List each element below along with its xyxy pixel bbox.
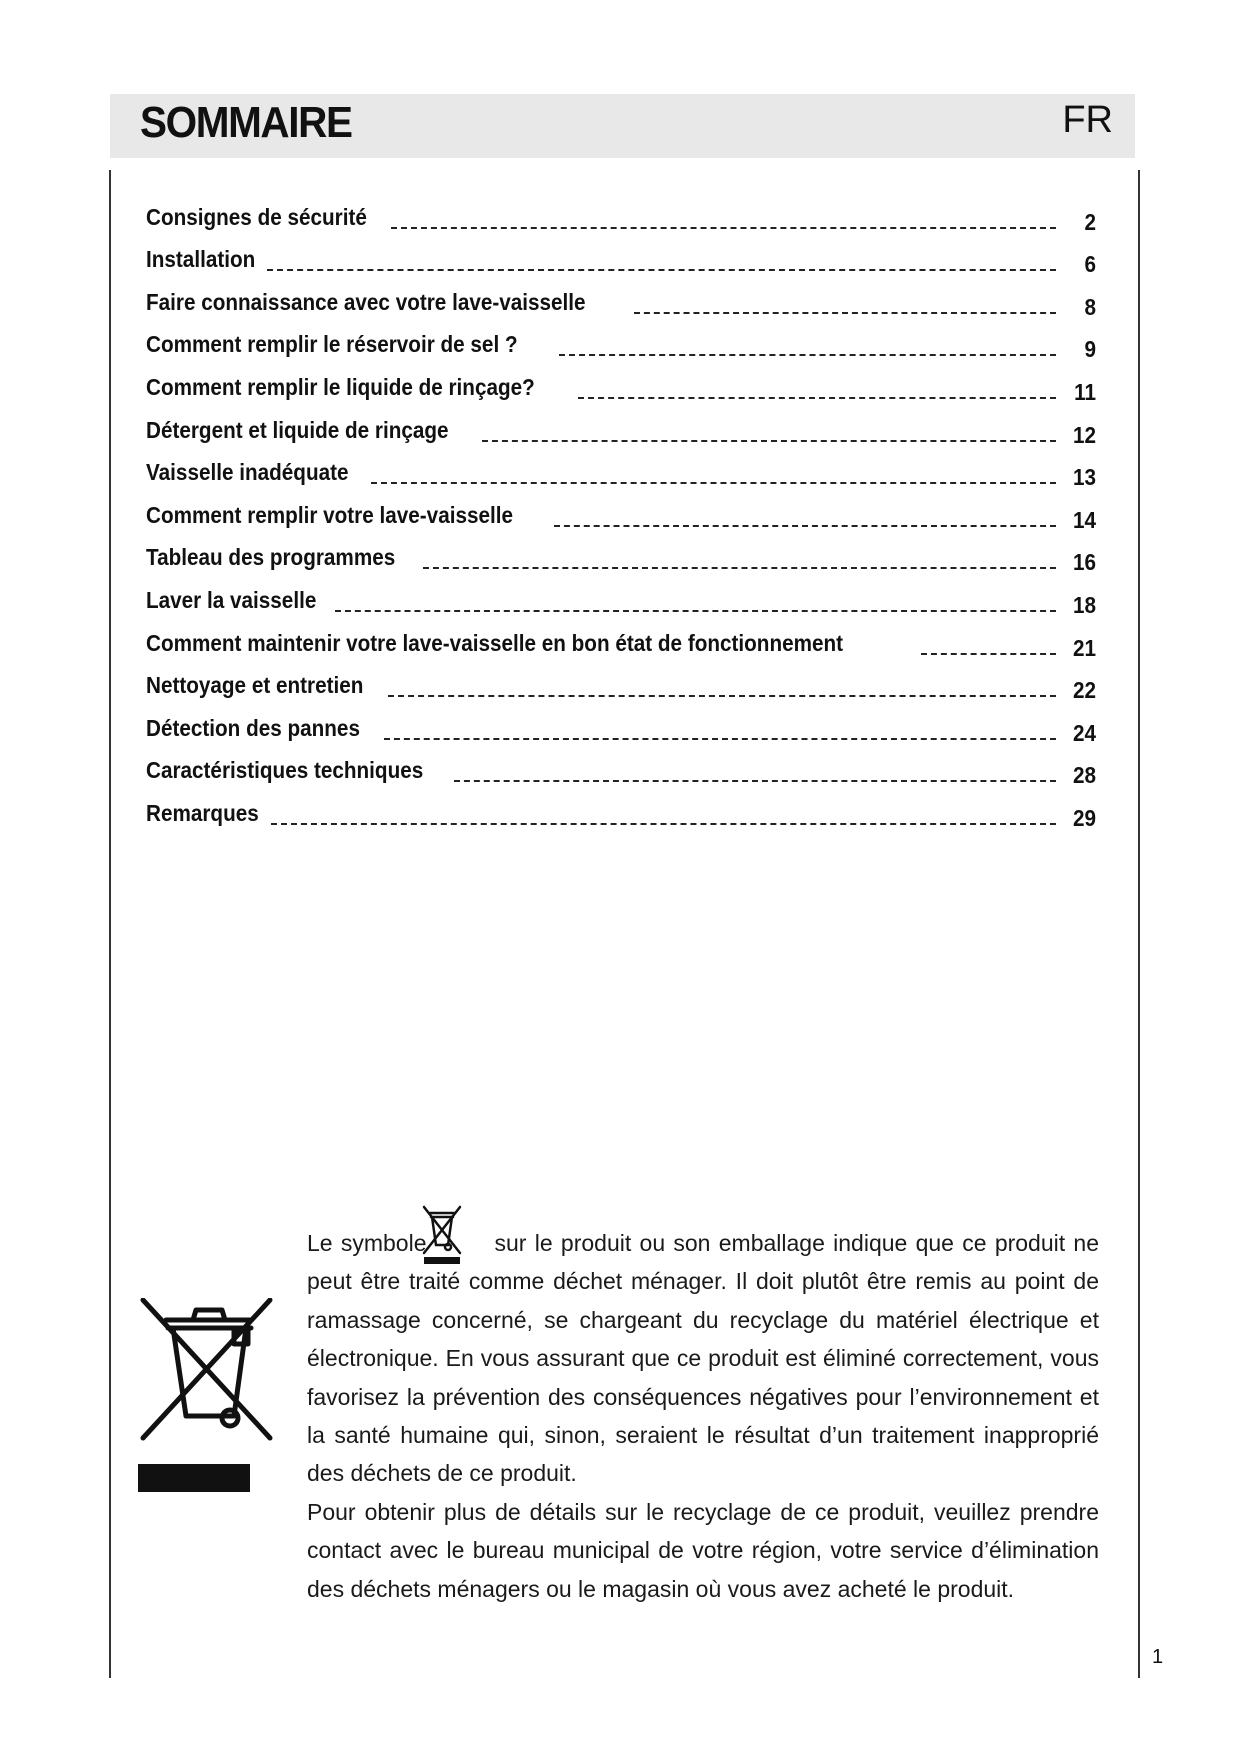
toc-entry[interactable]	[146, 281, 1096, 324]
toc-entry-label: Comment remplir votre lave-vaisselle	[146, 501, 514, 528]
toc-entry[interactable]	[146, 196, 1096, 239]
page-title: SOMMAIRE	[140, 98, 352, 147]
weee-notice	[307, 1224, 1099, 1608]
toc-entry-label: Caractéristiques techniques	[146, 757, 424, 784]
toc-entry-page: 13	[1072, 464, 1096, 491]
symbol-prefix: Le symbole	[307, 1230, 427, 1256]
weee-notice-paragraph-1	[307, 1224, 1099, 1493]
toc-entry-label: Nettoyage et entretien	[146, 672, 364, 699]
toc-entry[interactable]	[146, 452, 1096, 495]
toc-entry[interactable]	[146, 239, 1096, 282]
toc-entry-label: Comment remplir le réservoir de sel ?	[146, 331, 518, 358]
toc-entry[interactable]	[146, 494, 1096, 537]
toc-leader	[921, 653, 1056, 655]
toc-leader	[388, 695, 1056, 697]
toc-entry[interactable]	[146, 324, 1096, 367]
toc-entry-page: 16	[1072, 549, 1096, 576]
weee-bin-icon	[138, 1298, 278, 1498]
toc-entry-page: 29	[1072, 804, 1096, 831]
toc-entry[interactable]	[146, 750, 1096, 793]
toc-entry-page: 24	[1072, 719, 1096, 746]
toc-entry-label: Comment maintenir votre lave-vaisselle en bon état de fonctionnement	[146, 629, 844, 656]
toc-entry-label: Laver la vaisselle	[146, 586, 317, 613]
toc-entry-label: Détection des pannes	[146, 714, 360, 741]
toc-leader	[267, 269, 1056, 271]
toc-entry[interactable]	[146, 622, 1096, 665]
toc-leader	[371, 482, 1056, 484]
table-of-contents	[146, 196, 1096, 835]
left-margin-rule	[109, 170, 111, 1678]
toc-entry-page: 18	[1072, 591, 1096, 618]
symbol-suffix: sur le produit ou son emballage indique que ce produit ne peut être	[307, 1230, 1100, 1295]
toc-entry-page: 2	[1084, 208, 1096, 235]
toc-entry-label: Remarques	[146, 799, 259, 826]
toc-leader	[634, 312, 1056, 314]
toc-entry[interactable]	[146, 792, 1096, 835]
toc-entry-page: 14	[1072, 506, 1096, 533]
toc-entry-page: 11	[1074, 378, 1096, 405]
toc-entry[interactable]	[146, 537, 1096, 580]
toc-entry-page: 8	[1084, 293, 1096, 320]
toc-entry-label: Détergent et liquide de rinçage	[146, 416, 449, 443]
toc-entry-label: Tableau des programmes	[146, 544, 396, 571]
toc-entry[interactable]	[146, 665, 1096, 708]
toc-entry-page: 22	[1072, 677, 1096, 704]
toc-leader	[271, 823, 1056, 825]
toc-entry-label: Comment remplir le liquide de rinçage?	[146, 373, 535, 400]
toc-leader	[423, 567, 1056, 569]
toc-leader	[391, 227, 1056, 229]
toc-entry-label: Consignes de sécurité	[146, 203, 367, 230]
paragraph-1-rest: traité comme déchet ménager. Il doit plutôt être remis au point de ramassage concerné, se chargeant du recyclage du matériel électrique et électronique. En vous assurant que ce produit est éliminé correctement, vous favorisez la prévention des conséquences négatives pour l’environnement et la santé humaine qui, sinon, seraient le résultat d’un traitement inapproprié des déchets de ce produit.	[307, 1268, 1099, 1487]
toc-entry-page: 28	[1072, 762, 1096, 789]
page-number: 1	[1152, 1646, 1164, 1668]
toc-entry-page: 9	[1084, 336, 1096, 363]
toc-entry-label: Vaisselle inadéquate	[146, 459, 349, 486]
weee-notice-paragraph-2: Pour obtenir plus de détails sur le recyclage de ce produit, veuillez prendre contact avec le bureau municipal de votre région, votre service d’élimination des déchets ménagers ou le magasin où vous avez acheté le produit.	[307, 1498, 1099, 1602]
toc-leader	[554, 525, 1056, 527]
toc-entry[interactable]	[146, 579, 1096, 622]
toc-entry-page: 21	[1072, 634, 1096, 661]
toc-leader	[578, 397, 1056, 399]
toc-entry-label: Installation	[146, 246, 256, 273]
language-code: FR	[1062, 99, 1113, 141]
toc-entry-page: 12	[1072, 421, 1096, 448]
toc-entry[interactable]	[146, 409, 1096, 452]
toc-leader	[384, 738, 1056, 740]
toc-entry-page: 6	[1084, 251, 1096, 278]
toc-leader	[482, 440, 1056, 442]
toc-leader	[335, 610, 1056, 612]
toc-leader	[454, 780, 1056, 782]
toc-entry[interactable]	[146, 707, 1096, 750]
toc-entry-label: Faire connaissance avec votre lave-vaisselle	[146, 288, 586, 315]
toc-leader	[559, 354, 1056, 356]
right-margin-rule	[1138, 170, 1140, 1678]
toc-entry[interactable]	[146, 366, 1096, 409]
